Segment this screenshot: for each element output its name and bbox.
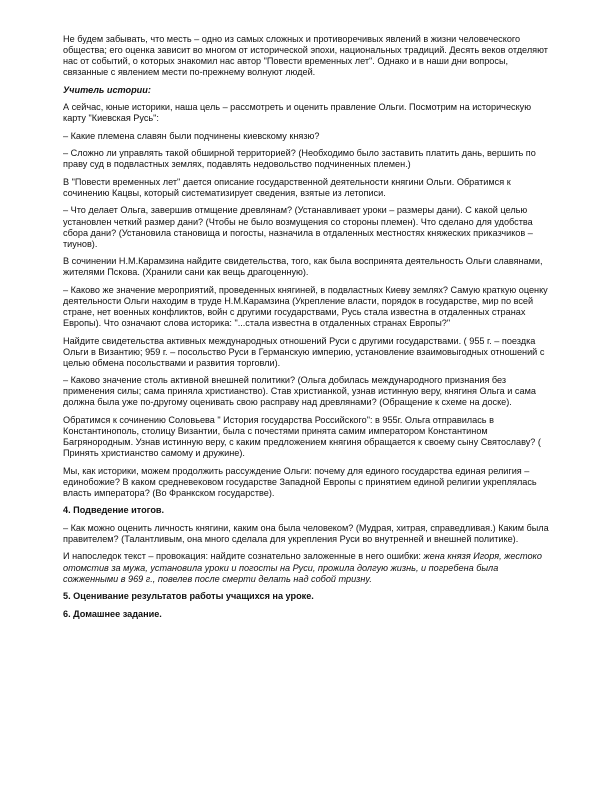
paragraph-question-territory: – Сложно ли управлять такой обширной территорией? (Необходимо было заставить платить дань, вершить по праву суд в подвластных землях, подавлять недовольство подчиненных племен.) [63, 148, 536, 170]
paragraph-question-tribes: – Какие племена славян были подчинены киевскому князю? [63, 130, 320, 141]
paragraph-significance-measures: – Каково же значение мероприятий, проведенных княгиней, в подвластных Киеву землях? Самую краткую оценку деятельности Ольги находим в труде Н.М.Карамзина (Укрепление власти, порядок в государстве, мир по всей стране, нет военных конфликтов, войн с другими государствами, Русь стала известна в отдаленных странах Европы). Что означают слова историка: "...стала известна в отдаленных странах Европы?" [63, 284, 548, 329]
paragraph-karamzin-pskov: В сочинении Н.М.Карамзина найдите свидетельства, того, как была воспринята деятельность Ольги славянами, жителями Пскова. (Хранили сани как вещь драгоценную). [63, 256, 543, 278]
section-heading-assessment: 5. Оценивание результатов работы учащихся на уроке. [63, 591, 314, 602]
paragraph-provocation [63, 551, 550, 584]
provocation-italic-text: жена князя Игоря, жестоко отомстив за мужа, установила уроки и погосты на Руси, прожила долгую жизнь, и погребена была сожженными в 969 г., повелев после смерти делать над собой тризну. [63, 551, 542, 584]
paragraph-personality: – Как можно оценить личность княгини, каким она была человеком? (Мудрая, хитрая, справедливая.) Каким была правителем? (Талантливым, она много сделала для укрепления Руси во внутренней и внешней политике). [63, 522, 549, 544]
paragraph-international-relations: Найдите свидетельства активных международных отношений Руси с другими государствами. ( 955 г. – поездка Ольги в Византию; 959 г. – посольство Руси в Германскую империю, установление взаимовыгодных отношений с целью обмена посольствами и развития торговли). [63, 335, 545, 368]
paragraph-question-tribute: – Что делает Ольга, завершив отмщение древлянам? (Устанавливает уроки – размеры дани). С какой целью установлен четкий размер дани? (Чтобы не было возмущения со стороны племен). Что сделано для удобства сбора дани? (Установила становища и погосты, назначила в отдаленных местностях княжеских приказчиков – тиунов). [63, 205, 533, 249]
paragraph-revenge-intro: Не будем забывать, что месть – одно из самых сложных и противоречивых явлений в жизни человеческого общества; его оценка зависит во многом от исторической эпохи, национальных традиций. Десять веков отделяют нас от событий, о которых знакомил нас автор "Повести временных лет". Однако и в наши дни вопросы, связанные с явлением мести по-прежнему волнуют людей. [63, 34, 548, 78]
section-heading-homework: 6. Домашнее задание. [63, 608, 162, 619]
paragraph-chronicle-description: В "Повести временных лет" дается описание государственной деятельности княгини Ольги. Обратимся к сочинению Кацвы, который систематизирует сведения, взятые из летописи. [63, 176, 511, 198]
section-heading-summary: 4. Подведение итогов. [63, 505, 165, 516]
paragraph-task-olga-rule: А сейчас, юные историки, наша цель – рассмотреть и оценить правление Ольги. Посмотрим на историческую карту "Киевская Русь": [63, 102, 532, 124]
speaker-label-history-teacher: Учитель истории: [63, 84, 151, 95]
paragraph-soloviev: Обратимся к сочинению Соловьева " История государства Российского": в 955г. Ольга отправилась в Константинополь, столицу Византии, была с почестями принята самим императором Константином Багрянородным. Узнав истинную веру, с каким предложением княгиня обращается к своему сыну Святославу? ( Принять христианство самому и дружине). [63, 414, 541, 459]
paragraph-monotheism: Мы, как историки, можем продолжить рассуждение Ольги: почему для единого государства единая религия – единобожие? В каком средневековом государстве Западной Европы с принятием единой религии укреплялась власть императора? (Во Франкском государстве). [63, 465, 537, 498]
provocation-lead-text: И напоследок текст – провокация: найдите сознательно заложенные в него ошибки: [63, 551, 424, 562]
paragraph-foreign-policy: – Каково значение столь активной внешней политики? (Ольга добилась международного признания без применения силы; сама приняла христианство). Став христианкой, узнав истинную веру, княгиня Ольга и сама должна была уже по-другому оценивать свою расправу над древлянами? (Обращение к схеме на доске). [63, 375, 536, 408]
